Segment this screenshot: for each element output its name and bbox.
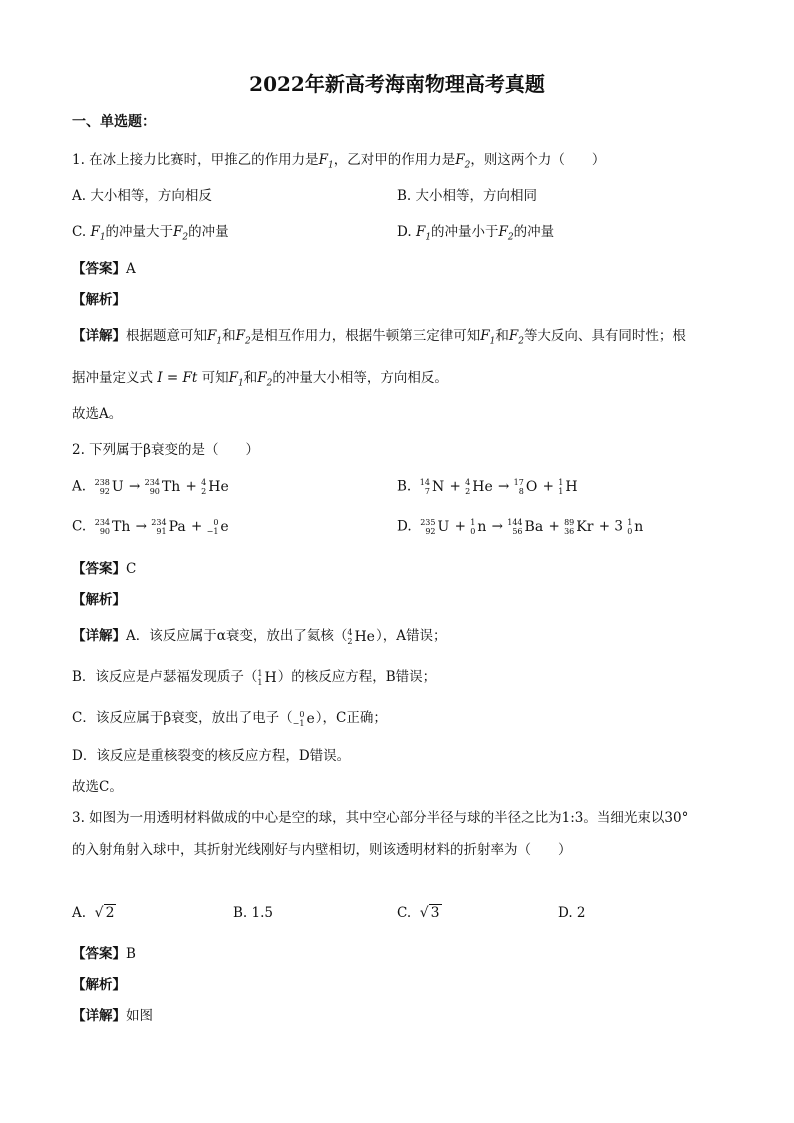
- q3-analysis-tag: 【解析】: [72, 977, 126, 993]
- section-heading: 一、单选题：: [72, 114, 156, 130]
- q3-answer: 【答案】B: [72, 946, 136, 962]
- q1-detail-line1: 【详解】根据题意可知$F_1$和$F_2$是相互作用力，根据牛顿第三定律可知$F_1$和$F_2$等大反向、具有同时性；根: [72, 328, 686, 347]
- q1-stem: 1. 在冰上接力比赛时，甲推乙的作用力是$F_1$，乙对甲的作用力是$F_2$，则这两个力（ ）: [72, 152, 606, 171]
- q2-option-a: A. 238 92 U → 234 90 Th + 4 2 He: [72, 478, 229, 496]
- f2-symbol: $F_2$: [455, 152, 471, 171]
- q2-option-d: D. 235 92 U + 1 0 n → 144 56 Ba + 89 36 Kr + 3 1 0 n: [397, 518, 644, 536]
- q3-option-c: C. √ 3: [397, 905, 440, 921]
- q3-stem-line1: 3. 如图为一用透明材料做成的中心是空的球，其中空心部分半径与球的半径之比为1:3。当细光束以30°: [72, 810, 689, 826]
- f1-symbol: $F_1$: [318, 152, 334, 171]
- q3-option-a: A. √ 2: [72, 905, 115, 921]
- q2-answer: 【答案】C: [72, 561, 137, 577]
- q1-answer: 【答案】A: [72, 261, 136, 277]
- q2-option-b: B. 14 7 N + 4 2 He → 17 8 O + 1 1 H: [397, 478, 578, 496]
- q2-analysis-tag: 【解析】: [72, 592, 126, 608]
- q2-detail-b: B．该反应是卢瑟福发现质子（ 1 1 H）的核反应方程，B错误；: [72, 668, 437, 687]
- q3-option-b: B. 1.5: [233, 905, 273, 921]
- q1-option-d: D. $F_1$的冲量小于$F_2$的冲量: [397, 224, 555, 243]
- q2-conclusion: 故选C。: [72, 779, 123, 795]
- q3-stem-line2: 的入射角射入球中，其折射光线刚好与内壁相切，则该透明材料的折射率为（ ）: [72, 842, 572, 858]
- q2-detail-c: C．该反应属于β衰变，放出了电子（ 0 −1 e），C正确；: [72, 709, 387, 728]
- q2-option-c: C. 234 90 Th → 234 91 Pa + 0 −1 e: [72, 518, 229, 536]
- q2-detail-d: D．该反应是重核裂变的核反应方程，D错误。: [72, 748, 351, 764]
- page-title: 2022年新高考海南物理高考真题: [249, 72, 545, 96]
- q3-detail: 【详解】如图: [72, 1008, 153, 1024]
- q1-conclusion: 故选A。: [72, 406, 123, 422]
- q1-analysis-tag: 【解析】: [72, 292, 126, 308]
- q2-detail-a: 【详解】A．该反应属于α衰变，放出了氦核（ 4 2 He），A错误；: [72, 627, 447, 646]
- q1-option-c: C. $F_1$的冲量大于$F_2$的冲量: [72, 224, 229, 243]
- q1-option-b: B. 大小相等，方向相同: [397, 188, 538, 204]
- q1-detail-line2: 据冲量定义式 I = Ft 可知$F_1$和$F_2$的冲量大小相等，方向相反。: [72, 370, 448, 389]
- q2-stem: 2. 下列属于β衰变的是（ ）: [72, 442, 259, 458]
- q3-option-d: D. 2: [558, 905, 586, 921]
- q1-option-a: A. 大小相等，方向相反: [72, 188, 212, 204]
